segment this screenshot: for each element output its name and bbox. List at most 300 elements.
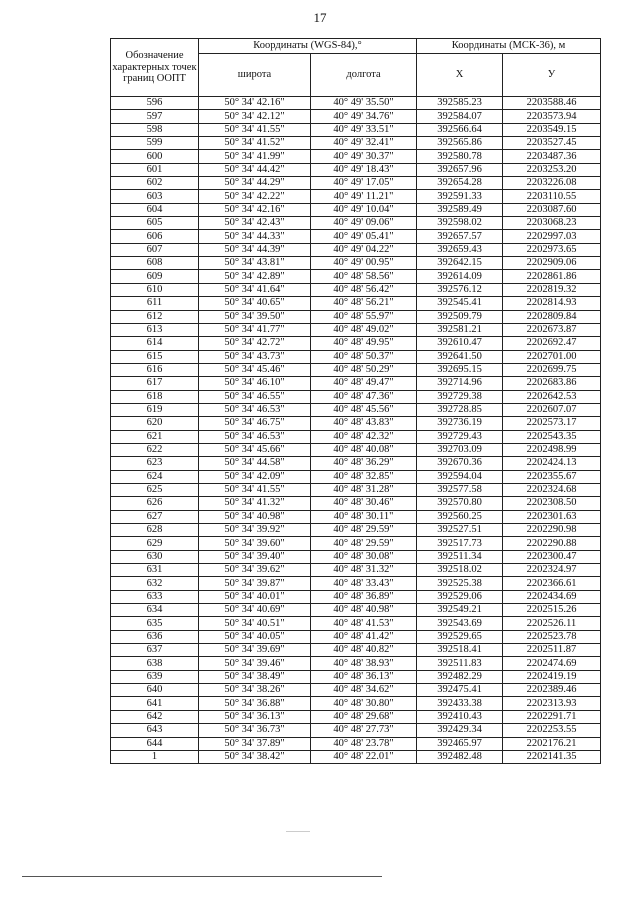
point-id-cell: 622 (111, 443, 199, 456)
page-number: 17 (313, 10, 327, 25)
y-cell: 2202607.07 (503, 403, 601, 416)
x-cell: 392654.28 (417, 177, 503, 190)
x-cell: 392518.02 (417, 564, 503, 577)
table-row (111, 310, 601, 323)
y-cell: 2202290.98 (503, 524, 601, 537)
point-id-cell: 643 (111, 724, 199, 737)
point-id-cell: 600 (111, 150, 199, 163)
x-cell: 392589.49 (417, 203, 503, 216)
latitude-cell: 50° 34' 40.69" (199, 604, 311, 617)
longitude-cell: 40° 48' 38.93" (311, 657, 417, 670)
latitude-cell: 50° 34' 39.62" (199, 564, 311, 577)
table-row (111, 550, 601, 563)
table-row (111, 417, 601, 430)
point-id-cell: 630 (111, 550, 199, 563)
x-cell: 392584.07 (417, 110, 503, 123)
longitude-cell: 40° 48' 22.01" (311, 750, 417, 763)
point-id-cell: 633 (111, 590, 199, 603)
x-cell: 392529.06 (417, 590, 503, 603)
y-cell: 2202474.69 (503, 657, 601, 670)
x-cell: 392591.33 (417, 190, 503, 203)
x-cell: 392659.43 (417, 243, 503, 256)
longitude-cell: 40° 48' 55.97" (311, 310, 417, 323)
table-row (111, 644, 601, 657)
y-cell: 2202313.93 (503, 697, 601, 710)
x-cell: 392714.96 (417, 377, 503, 390)
x-cell: 392511.83 (417, 657, 503, 670)
y-cell: 2203573.94 (503, 110, 601, 123)
table-row (111, 163, 601, 176)
point-id-cell: 602 (111, 177, 199, 190)
point-id-cell: 1 (111, 750, 199, 763)
y-cell: 2203226.08 (503, 177, 601, 190)
table-row (111, 724, 601, 737)
latitude-cell: 50° 34' 41.64" (199, 283, 311, 296)
y-cell: 2202699.75 (503, 363, 601, 376)
y-header: У (503, 54, 601, 97)
table-row (111, 403, 601, 416)
longitude-cell: 40° 48' 40.82" (311, 644, 417, 657)
point-id-cell: 625 (111, 483, 199, 496)
point-id-cell: 599 (111, 137, 199, 150)
longitude-cell: 40° 48' 36.89" (311, 590, 417, 603)
latitude-cell: 50° 34' 39.60" (199, 537, 311, 550)
longitude-cell: 40° 48' 41.53" (311, 617, 417, 630)
longitude-cell: 40° 48' 32.85" (311, 470, 417, 483)
table-row (111, 110, 601, 123)
point-id-cell: 609 (111, 270, 199, 283)
latitude-cell: 50° 34' 39.40" (199, 550, 311, 563)
x-cell: 392598.02 (417, 217, 503, 230)
x-cell: 392657.96 (417, 163, 503, 176)
y-cell: 2202324.97 (503, 564, 601, 577)
designation-header: Обозначение характерных точек границ ООПТ (111, 39, 199, 97)
longitude-cell: 40° 49' 32.41" (311, 137, 417, 150)
point-id-cell: 641 (111, 697, 199, 710)
point-id-cell: 631 (111, 564, 199, 577)
point-id-cell: 597 (111, 110, 199, 123)
table-row (111, 377, 601, 390)
x-cell: 392581.21 (417, 323, 503, 336)
y-cell: 2203087.60 (503, 203, 601, 216)
latitude-cell: 50° 34' 41.55" (199, 123, 311, 136)
longitude-cell: 40° 48' 31.28" (311, 483, 417, 496)
longitude-cell: 40° 48' 30.46" (311, 497, 417, 510)
y-cell: 2202290.88 (503, 537, 601, 550)
y-cell: 2202814.93 (503, 297, 601, 310)
longitude-cell: 40° 48' 31.32" (311, 564, 417, 577)
point-id-cell: 620 (111, 417, 199, 430)
y-cell: 2202701.00 (503, 350, 601, 363)
x-cell: 392545.41 (417, 297, 503, 310)
y-cell: 2202515.26 (503, 604, 601, 617)
latitude-cell: 50° 34' 45.66" (199, 443, 311, 456)
y-cell: 2202424.13 (503, 457, 601, 470)
x-cell: 392594.04 (417, 470, 503, 483)
x-cell: 392529.65 (417, 630, 503, 643)
latitude-cell: 50° 34' 38.42" (199, 750, 311, 763)
y-cell: 2202176.21 (503, 737, 601, 750)
x-cell: 392670.36 (417, 457, 503, 470)
table-row (111, 350, 601, 363)
point-id-cell: 611 (111, 297, 199, 310)
table-row (111, 97, 601, 110)
table-row (111, 657, 601, 670)
latitude-cell: 50° 34' 36.88" (199, 697, 311, 710)
x-cell: 392566.64 (417, 123, 503, 136)
point-id-cell: 638 (111, 657, 199, 670)
latitude-cell: 50° 34' 46.53" (199, 403, 311, 416)
point-id-cell: 598 (111, 123, 199, 136)
longitude-cell: 40° 48' 23.78" (311, 737, 417, 750)
table-row (111, 617, 601, 630)
latitude-cell: 50° 34' 44.42" (199, 163, 311, 176)
table-row (111, 257, 601, 270)
table-row (111, 150, 601, 163)
y-cell: 2202543.35 (503, 430, 601, 443)
y-cell: 2202434.69 (503, 590, 601, 603)
faint-mark (286, 831, 310, 832)
point-id-cell: 623 (111, 457, 199, 470)
point-id-cell: 607 (111, 243, 199, 256)
longitude-cell: 40° 48' 49.47" (311, 377, 417, 390)
x-cell: 392482.29 (417, 670, 503, 683)
y-cell: 2202141.35 (503, 750, 601, 763)
point-id-cell: 613 (111, 323, 199, 336)
point-id-cell: 608 (111, 257, 199, 270)
table-row (111, 137, 601, 150)
latitude-cell: 50° 34' 44.29" (199, 177, 311, 190)
y-cell: 2203253.20 (503, 163, 601, 176)
latitude-cell: 50° 34' 41.99" (199, 150, 311, 163)
longitude-cell: 40° 49' 35.50" (311, 97, 417, 110)
latitude-header: широта (199, 54, 311, 97)
x-cell: 392729.38 (417, 390, 503, 403)
longitude-cell: 40° 49' 18.43" (311, 163, 417, 176)
longitude-cell: 40° 48' 30.08" (311, 550, 417, 563)
x-cell: 392465.97 (417, 737, 503, 750)
longitude-cell: 40° 48' 42.32" (311, 430, 417, 443)
table-row (111, 630, 601, 643)
y-cell: 2202419.19 (503, 670, 601, 683)
coordinates-table (110, 38, 601, 764)
longitude-cell: 40° 48' 50.29" (311, 363, 417, 376)
table-row (111, 390, 601, 403)
latitude-cell: 50° 34' 39.50" (199, 310, 311, 323)
latitude-cell: 50° 34' 39.87" (199, 577, 311, 590)
x-cell: 392703.09 (417, 443, 503, 456)
table-row (111, 684, 601, 697)
x-cell: 392525.38 (417, 577, 503, 590)
point-id-cell: 614 (111, 337, 199, 350)
latitude-cell: 50° 34' 46.10" (199, 377, 311, 390)
point-id-cell: 616 (111, 363, 199, 376)
table-row (111, 577, 601, 590)
y-cell: 2202301.63 (503, 510, 601, 523)
longitude-cell: 40° 48' 33.43" (311, 577, 417, 590)
longitude-cell: 40° 48' 40.08" (311, 443, 417, 456)
x-cell: 392610.47 (417, 337, 503, 350)
x-cell: 392641.50 (417, 350, 503, 363)
y-cell: 2202511.87 (503, 644, 601, 657)
table-row (111, 483, 601, 496)
y-cell: 2203588.46 (503, 97, 601, 110)
point-id-cell: 639 (111, 670, 199, 683)
latitude-cell: 50° 34' 44.33" (199, 230, 311, 243)
x-cell: 392543.69 (417, 617, 503, 630)
point-id-cell: 603 (111, 190, 199, 203)
latitude-cell: 50° 34' 38.26" (199, 684, 311, 697)
y-cell: 2202692.47 (503, 337, 601, 350)
point-id-cell: 606 (111, 230, 199, 243)
table-row (111, 323, 601, 336)
latitude-cell: 50° 34' 38.49" (199, 670, 311, 683)
table-row (111, 230, 601, 243)
x-cell: 392527.51 (417, 524, 503, 537)
table-row (111, 537, 601, 550)
y-cell: 2202683.86 (503, 377, 601, 390)
point-id-cell: 601 (111, 163, 199, 176)
longitude-cell: 40° 48' 47.36" (311, 390, 417, 403)
point-id-cell: 634 (111, 604, 199, 617)
longitude-cell: 40° 49' 05.41" (311, 230, 417, 243)
x-cell: 392577.58 (417, 483, 503, 496)
latitude-cell: 50° 34' 43.81" (199, 257, 311, 270)
latitude-cell: 50° 34' 42.72" (199, 337, 311, 350)
table-row (111, 270, 601, 283)
point-id-cell: 632 (111, 577, 199, 590)
table-row (111, 564, 601, 577)
latitude-cell: 50° 34' 36.13" (199, 710, 311, 723)
x-cell: 392729.43 (417, 430, 503, 443)
longitude-cell: 40° 49' 09.06" (311, 217, 417, 230)
y-cell: 2203549.15 (503, 123, 601, 136)
wgs-group-header: Координаты (WGS-84),° (199, 39, 417, 54)
longitude-cell: 40° 49' 30.37" (311, 150, 417, 163)
table-row (111, 497, 601, 510)
latitude-cell: 50° 34' 42.16" (199, 203, 311, 216)
y-cell: 2203527.45 (503, 137, 601, 150)
table-row (111, 670, 601, 683)
x-cell: 392576.12 (417, 283, 503, 296)
longitude-cell: 40° 49' 33.51" (311, 123, 417, 136)
table-row (111, 604, 601, 617)
longitude-cell: 40° 48' 30.11" (311, 510, 417, 523)
table-body (111, 97, 601, 764)
x-cell: 392517.73 (417, 537, 503, 550)
longitude-cell: 40° 48' 49.95" (311, 337, 417, 350)
longitude-cell: 40° 48' 56.42" (311, 283, 417, 296)
x-cell: 392549.21 (417, 604, 503, 617)
longitude-cell: 40° 49' 10.04" (311, 203, 417, 216)
point-id-cell: 610 (111, 283, 199, 296)
point-id-cell: 612 (111, 310, 199, 323)
y-cell: 2203110.55 (503, 190, 601, 203)
y-cell: 2202523.78 (503, 630, 601, 643)
point-id-cell: 642 (111, 710, 199, 723)
point-id-cell: 605 (111, 217, 199, 230)
point-id-cell: 635 (111, 617, 199, 630)
latitude-cell: 50° 34' 46.75" (199, 417, 311, 430)
point-id-cell: 628 (111, 524, 199, 537)
msk-group-header: Координаты (МСК-36), м (417, 39, 601, 54)
x-cell: 392736.19 (417, 417, 503, 430)
longitude-cell: 40° 48' 56.21" (311, 297, 417, 310)
longitude-cell: 40° 48' 45.56" (311, 403, 417, 416)
y-cell: 2202308.50 (503, 497, 601, 510)
table-row (111, 510, 601, 523)
point-id-cell: 618 (111, 390, 199, 403)
table-row (111, 337, 601, 350)
y-cell: 2202909.06 (503, 257, 601, 270)
longitude-cell: 40° 49' 34.76" (311, 110, 417, 123)
longitude-cell: 40° 48' 34.62" (311, 684, 417, 697)
latitude-cell: 50° 34' 39.92" (199, 524, 311, 537)
x-cell: 392482.48 (417, 750, 503, 763)
table-row (111, 297, 601, 310)
y-cell: 2202366.61 (503, 577, 601, 590)
point-id-cell: 619 (111, 403, 199, 416)
latitude-cell: 50° 34' 42.43" (199, 217, 311, 230)
table-row (111, 457, 601, 470)
latitude-cell: 50° 34' 41.32" (199, 497, 311, 510)
table-row (111, 203, 601, 216)
table-row (111, 430, 601, 443)
x-cell: 392565.86 (417, 137, 503, 150)
point-id-cell: 629 (111, 537, 199, 550)
point-id-cell: 636 (111, 630, 199, 643)
latitude-cell: 50° 34' 40.05" (199, 630, 311, 643)
x-cell: 392695.15 (417, 363, 503, 376)
table-row (111, 177, 601, 190)
table-row (111, 217, 601, 230)
y-cell: 2202526.11 (503, 617, 601, 630)
x-cell: 392570.80 (417, 497, 503, 510)
table-row (111, 470, 601, 483)
y-cell: 2202291.71 (503, 710, 601, 723)
y-cell: 2202253.55 (503, 724, 601, 737)
header-row-top (111, 39, 601, 54)
latitude-cell: 50° 34' 42.12" (199, 110, 311, 123)
latitude-cell: 50° 34' 40.65" (199, 297, 311, 310)
y-cell: 2202997.03 (503, 230, 601, 243)
y-cell: 2202324.68 (503, 483, 601, 496)
x-cell: 392614.09 (417, 270, 503, 283)
y-cell: 2202355.67 (503, 470, 601, 483)
table-row (111, 737, 601, 750)
longitude-cell: 40° 48' 43.83" (311, 417, 417, 430)
table-row (111, 123, 601, 136)
x-cell: 392657.57 (417, 230, 503, 243)
latitude-cell: 50° 34' 46.55" (199, 390, 311, 403)
latitude-cell: 50° 34' 41.52" (199, 137, 311, 150)
point-id-cell: 624 (111, 470, 199, 483)
footer-rule (22, 876, 382, 877)
longitude-cell: 40° 48' 41.42" (311, 630, 417, 643)
point-id-cell: 640 (111, 684, 199, 697)
longitude-cell: 40° 49' 00.95" (311, 257, 417, 270)
latitude-cell: 50° 34' 40.01" (199, 590, 311, 603)
longitude-cell: 40° 48' 30.80" (311, 697, 417, 710)
longitude-cell: 40° 48' 29.59" (311, 537, 417, 550)
longitude-cell: 40° 49' 04.22" (311, 243, 417, 256)
x-cell: 392585.23 (417, 97, 503, 110)
table-row (111, 190, 601, 203)
latitude-cell: 50° 34' 42.22" (199, 190, 311, 203)
y-cell: 2202498.99 (503, 443, 601, 456)
latitude-cell: 50° 34' 40.51" (199, 617, 311, 630)
longitude-cell: 40° 48' 40.98" (311, 604, 417, 617)
latitude-cell: 50° 34' 36.73" (199, 724, 311, 737)
point-id-cell: 621 (111, 430, 199, 443)
latitude-cell: 50° 34' 44.58" (199, 457, 311, 470)
table-row (111, 283, 601, 296)
longitude-cell: 40° 49' 17.05" (311, 177, 417, 190)
longitude-cell: 40° 48' 29.68" (311, 710, 417, 723)
table-row (111, 443, 601, 456)
latitude-cell: 50° 34' 42.16" (199, 97, 311, 110)
longitude-cell: 40° 48' 29.59" (311, 524, 417, 537)
x-cell: 392511.34 (417, 550, 503, 563)
x-cell: 392509.79 (417, 310, 503, 323)
point-id-cell: 617 (111, 377, 199, 390)
point-id-cell: 604 (111, 203, 199, 216)
table-row (111, 710, 601, 723)
x-cell: 392429.34 (417, 724, 503, 737)
x-cell: 392518.41 (417, 644, 503, 657)
table-row (111, 524, 601, 537)
y-cell: 2202819.32 (503, 283, 601, 296)
y-cell: 2202973.65 (503, 243, 601, 256)
y-cell: 2202673.87 (503, 323, 601, 336)
longitude-cell: 40° 48' 58.56" (311, 270, 417, 283)
y-cell: 2202861.86 (503, 270, 601, 283)
y-cell: 2202809.84 (503, 310, 601, 323)
table-row (111, 697, 601, 710)
latitude-cell: 50° 34' 42.89" (199, 270, 311, 283)
point-id-cell: 644 (111, 737, 199, 750)
latitude-cell: 50° 34' 42.09" (199, 470, 311, 483)
longitude-cell: 40° 48' 36.13" (311, 670, 417, 683)
x-cell: 392410.43 (417, 710, 503, 723)
y-cell: 2203068.23 (503, 217, 601, 230)
latitude-cell: 50° 34' 41.55" (199, 483, 311, 496)
longitude-header: долгота (311, 54, 417, 97)
latitude-cell: 50° 34' 39.69" (199, 644, 311, 657)
longitude-cell: 40° 48' 49.02" (311, 323, 417, 336)
x-cell: 392475.41 (417, 684, 503, 697)
y-cell: 2202389.46 (503, 684, 601, 697)
y-cell: 2203487.36 (503, 150, 601, 163)
longitude-cell: 40° 48' 50.37" (311, 350, 417, 363)
latitude-cell: 50° 34' 39.46" (199, 657, 311, 670)
longitude-cell: 40° 48' 27.73" (311, 724, 417, 737)
x-cell: 392642.15 (417, 257, 503, 270)
latitude-cell: 50° 34' 37.89" (199, 737, 311, 750)
point-id-cell: 627 (111, 510, 199, 523)
table-row (111, 243, 601, 256)
latitude-cell: 50° 34' 46.53" (199, 430, 311, 443)
y-cell: 2202573.17 (503, 417, 601, 430)
point-id-cell: 626 (111, 497, 199, 510)
latitude-cell: 50° 34' 43.73" (199, 350, 311, 363)
table-row (111, 363, 601, 376)
point-id-cell: 615 (111, 350, 199, 363)
y-cell: 2202642.53 (503, 390, 601, 403)
latitude-cell: 50° 34' 44.39" (199, 243, 311, 256)
latitude-cell: 50° 34' 41.77" (199, 323, 311, 336)
longitude-cell: 40° 48' 36.29" (311, 457, 417, 470)
